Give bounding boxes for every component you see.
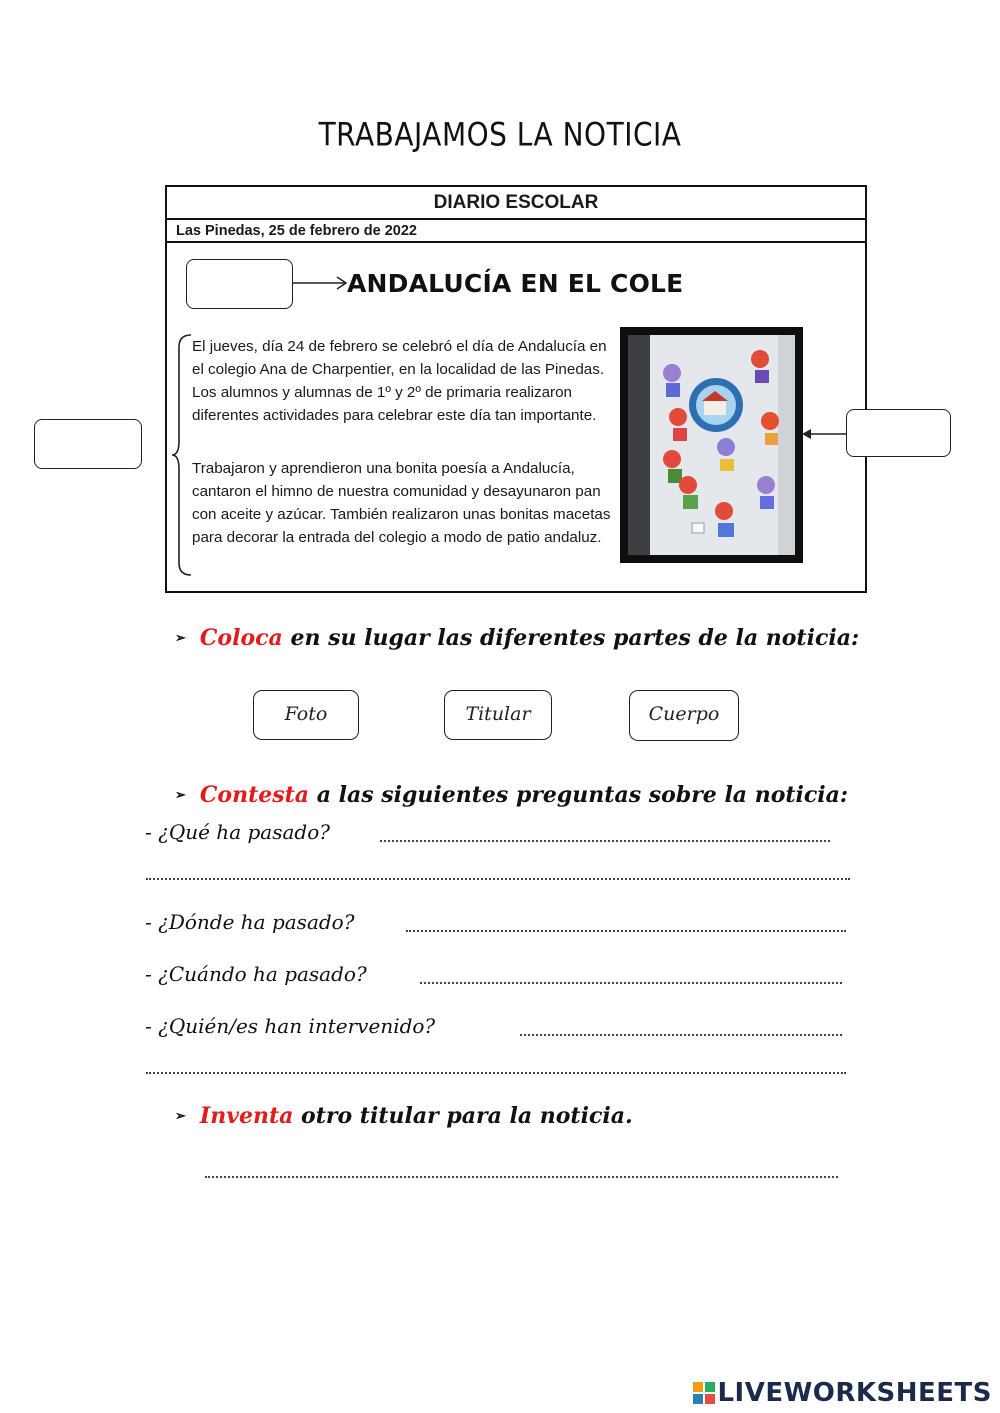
instruction-answer xyxy=(175,782,848,808)
answer-line-que-1[interactable] xyxy=(380,840,830,842)
body-paragraph-1: El jueves, día 24 de febrero se celebró el día de Andalucía en el colegio Ana de Charpentier, en la localidad de las Pinedas. Los alumnos y alumnas de 1º y 2º de primaria realizaron diferentes actividades para celebrar este día tan importante. xyxy=(192,338,607,424)
bullet-arrow-icon: ➢ xyxy=(175,1109,186,1124)
brace-icon xyxy=(171,333,193,577)
answer-line-titular[interactable] xyxy=(205,1176,838,1178)
page-title: TRABAJAMOS LA NOTICIA xyxy=(318,115,682,154)
instruction-place xyxy=(175,625,859,651)
arrow-left-icon xyxy=(800,426,848,442)
arrow-right-icon xyxy=(293,275,349,291)
body-paragraph-2: Trabajaron y aprendieron una bonita poesía a Andalucía, cantaron el himno de nuestra comunidad y desayunaron pan con aceite y azúcar. También realizaron unas bonitas macetas para decorar la entrada del colegio a modo de patio andaluz. xyxy=(192,460,611,546)
answer-line-cuando[interactable] xyxy=(420,982,842,984)
instruction-answer-text: a las siguientes preguntas sobre la noticia: xyxy=(309,782,849,808)
instruction-place-text: en su lugar las diferentes partes de la noticia: xyxy=(282,625,860,651)
word-card-foto[interactable]: Foto xyxy=(253,690,359,740)
brand-text: LIVEWORKSHEETS xyxy=(717,1378,992,1408)
bullet-arrow-icon: ➢ xyxy=(175,788,186,803)
instruction-invent xyxy=(175,1103,633,1129)
question-cuando: - ¿Cuándo ha pasado? xyxy=(145,962,367,986)
answer-line-donde[interactable] xyxy=(406,930,846,932)
photo-drop-box[interactable] xyxy=(846,409,951,457)
brand-logo xyxy=(693,1378,992,1408)
word-card-cuerpo[interactable]: Cuerpo xyxy=(629,690,739,741)
word-card-titular[interactable]: Titular xyxy=(444,690,552,740)
question-que: - ¿Qué ha pasado? xyxy=(145,820,330,844)
body-drop-box[interactable] xyxy=(34,419,142,469)
instruction-answer-highlight: Contesta xyxy=(199,782,310,808)
answer-line-que-2[interactable] xyxy=(146,878,850,880)
news-photo xyxy=(620,327,803,563)
instruction-place-highlight: Coloca xyxy=(199,625,283,651)
headline: ANDALUCÍA EN EL COLE xyxy=(347,269,684,298)
brand-mark-icon xyxy=(693,1381,715,1403)
instruction-invent-text: otro titular para la noticia. xyxy=(293,1103,633,1129)
answer-line-quien-2[interactable] xyxy=(146,1072,846,1074)
headline-drop-box[interactable] xyxy=(186,259,293,309)
instruction-invent-highlight: Inventa xyxy=(199,1103,294,1129)
dateline: Las Pinedas, 25 de febrero de 2022 xyxy=(167,220,865,243)
question-donde: - ¿Dónde ha pasado? xyxy=(145,910,355,934)
masthead: DIARIO ESCOLAR xyxy=(167,187,865,220)
flowerpots-illustration xyxy=(628,335,795,555)
bullet-arrow-icon: ➢ xyxy=(175,631,186,646)
question-quien: - ¿Quién/es han intervenido? xyxy=(145,1014,436,1038)
photo-image xyxy=(628,335,795,555)
newspaper-article xyxy=(165,185,867,593)
answer-line-quien-1[interactable] xyxy=(520,1034,842,1036)
